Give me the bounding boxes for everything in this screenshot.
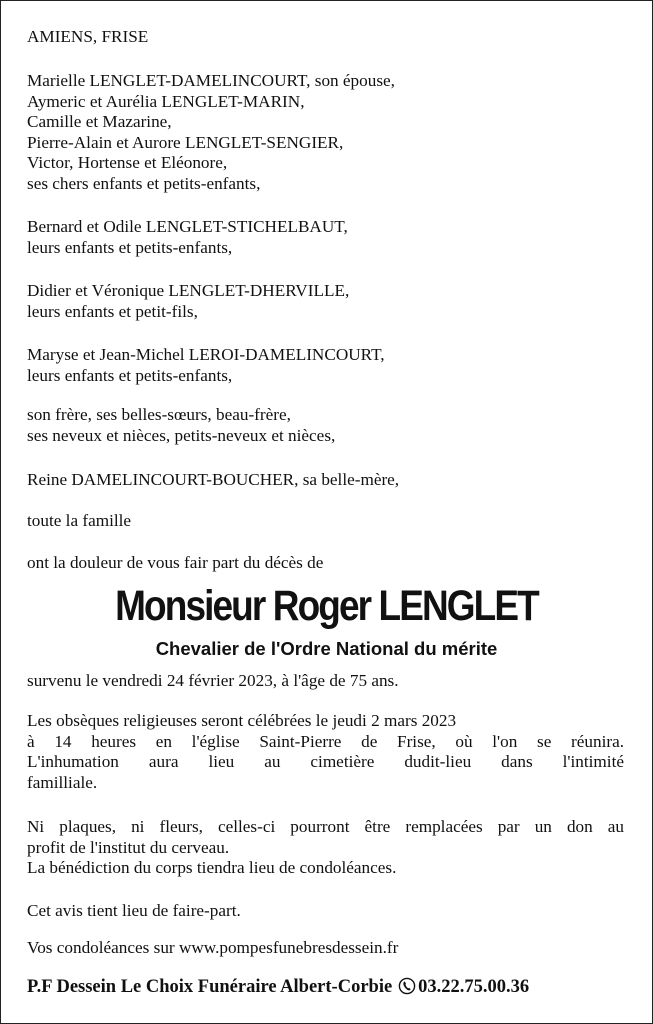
funeral-home-footer <box>27 975 624 999</box>
death-line: survenu le vendredi 24 février 2023, à l'âge de 75 ans. <box>27 671 399 690</box>
flowers-line: profit de l'institut du cerveau. <box>27 837 230 857</box>
funeral-line: Les obsèques religieuses seront célébrées le jeudi 2 mars 2023 <box>27 711 457 730</box>
family-line: Maryse et Jean-Michel LEROI-DAMELINCOURT, <box>27 345 385 364</box>
family-group-all <box>27 511 624 532</box>
family-line: Pierre-Alain et Aurore LENGLET-SENGIER, <box>27 132 344 152</box>
funeral-home-phone: 03.22.75.00.36 <box>418 977 530 997</box>
family-line: Bernard et Odile LENGLET-STICHELBAUT, <box>27 217 348 236</box>
deceased-name: Monsieur Roger LENGLET <box>115 582 538 630</box>
family-line: Marielle LENGLET-DAMELINCOURT, son épouse, <box>27 71 395 90</box>
family-group-bernard <box>27 217 624 258</box>
notice-text: Cet avis tient lieu de faire-part. <box>27 901 241 920</box>
flowers-paragraph <box>27 817 624 879</box>
funeral-home-name: P.F Dessein Le Choix Funéraire Albert-Corbie <box>27 977 393 997</box>
family-line: Camille et Mazarine, <box>27 112 172 131</box>
location-header <box>27 27 624 48</box>
notice-line <box>27 901 624 922</box>
condolences-line <box>27 938 624 959</box>
family-line: ses neveux et nièces, petits-neveux et nièces, <box>27 425 336 445</box>
family-line: leurs enfants et petit-fils, <box>27 301 198 321</box>
flowers-line: Ni plaques, ni fleurs, celles-ci pourront être remplacées par un don au <box>27 817 624 836</box>
phone-icon <box>398 977 416 995</box>
family-line: son frère, ses belles-sœurs, beau-frère, <box>27 405 291 424</box>
family-line: Victor, Hortense et Eléonore, <box>27 153 228 172</box>
death-details <box>27 671 624 692</box>
funeral-line: à 14 heures en l'église Saint-Pierre de Frise, où l'on se réunira. <box>27 731 624 751</box>
family-line: Aymeric et Aurélia LENGLET-MARIN, <box>27 91 305 111</box>
family-group-didier <box>27 281 624 322</box>
family-line: toute la famille <box>27 511 132 530</box>
funeral-line: L'inhumation aura lieu au cimetière dudit-lieu dans l'intimité <box>27 752 624 771</box>
announcement-text: ont la douleur de vous fair part du décès de <box>27 553 324 572</box>
family-line: leurs enfants et petits-enfants, <box>27 365 233 385</box>
family-group-immediate <box>27 71 624 194</box>
funeral-paragraph <box>27 711 624 793</box>
family-group-maryse <box>27 345 624 386</box>
flowers-line: La bénédiction du corps tiendra lieu de condoléances. <box>27 858 397 877</box>
family-line: Didier et Véronique LENGLET-DHERVILLE, <box>27 281 350 300</box>
family-line: Reine DAMELINCOURT-BOUCHER, sa belle-mère, <box>27 470 400 489</box>
condolences-text: Vos condoléances sur www.pompesfunebresdessein.fr <box>27 938 399 957</box>
deceased-distinction: Chevalier de l'Ordre National du mérite <box>155 638 498 659</box>
family-group-mother-in-law <box>27 470 624 491</box>
location-text: AMIENS, FRISE <box>27 27 149 46</box>
funeral-line: familliale. <box>27 772 98 792</box>
family-line: leurs enfants et petits-enfants, <box>27 237 233 257</box>
family-line: ses chers enfants et petits-enfants, <box>27 173 261 193</box>
announcement <box>27 553 624 574</box>
family-group-siblings <box>27 405 624 446</box>
